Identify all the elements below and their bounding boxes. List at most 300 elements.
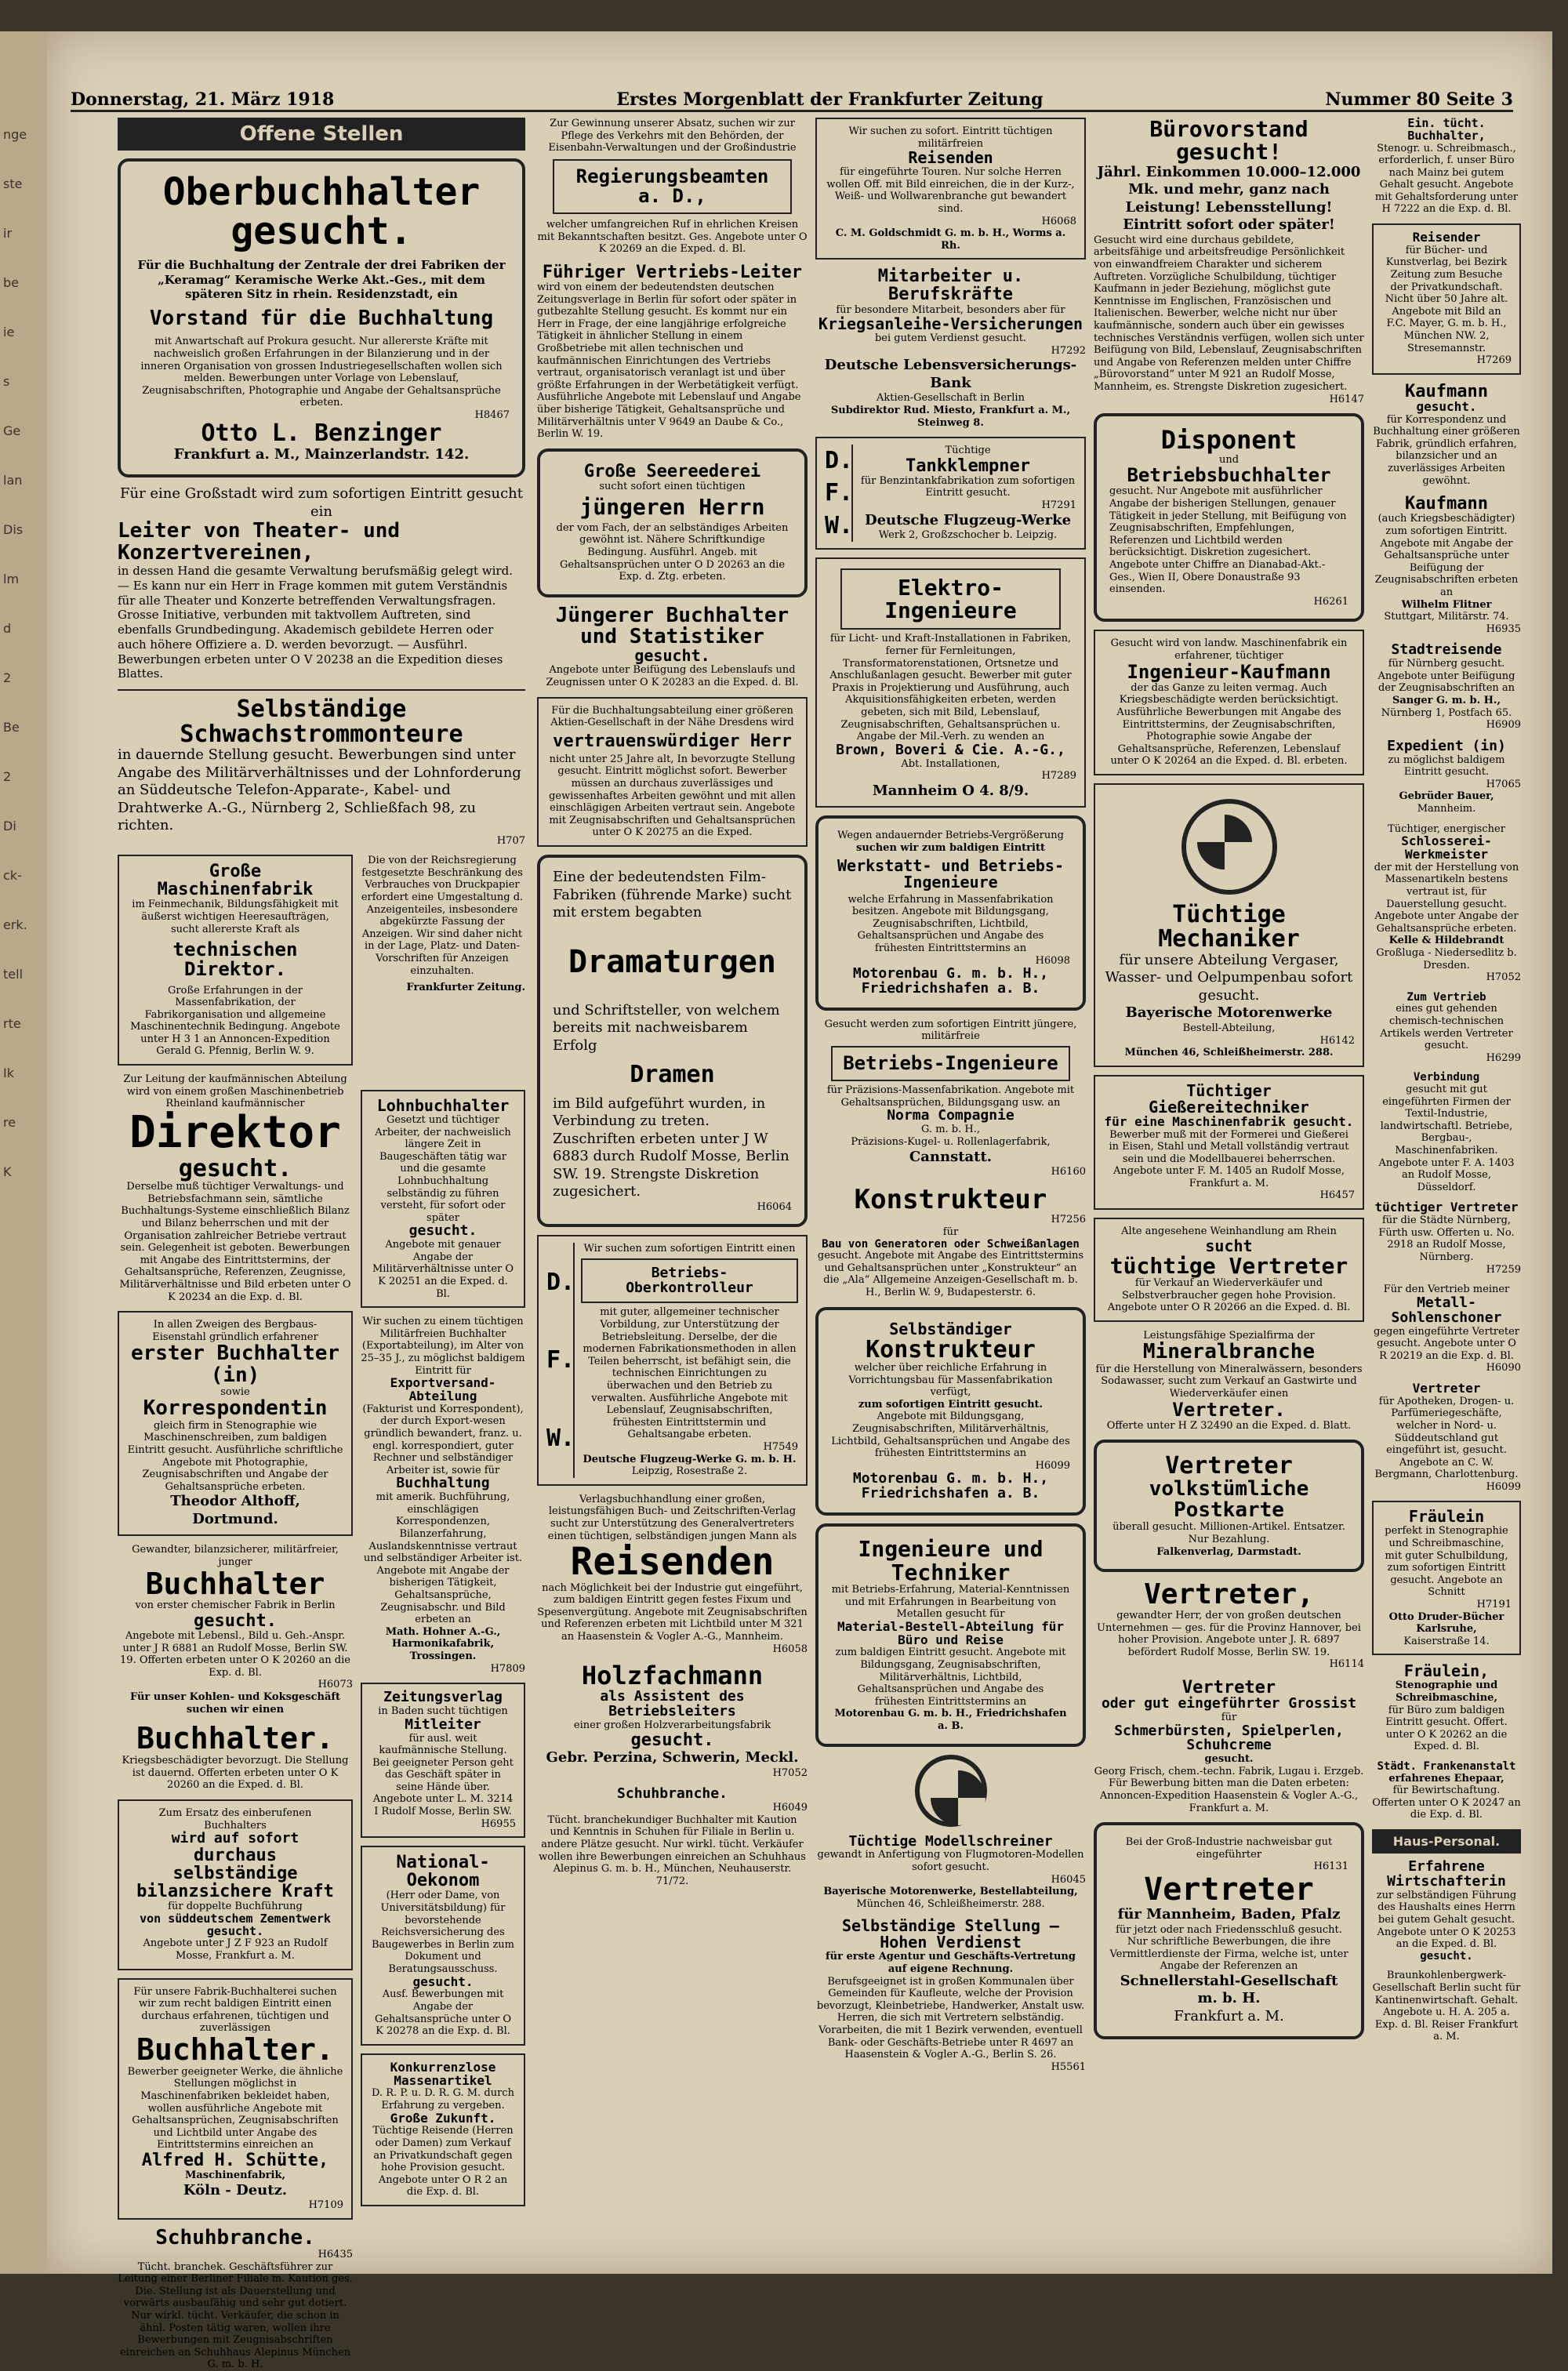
ad-firm: Otto Druder-Bücher Karlsruhe, (1388, 1610, 1504, 1636)
ad-oberkontrolleur (537, 1235, 808, 1486)
ad-title: Vertreter (1165, 1452, 1293, 1480)
ad-body: gewandter Herr, der von großen deutschen Unternehmen — ges. für die Provinz Hannover, bei hoher Provision. Angebote unter J. R. 6897 befördert Rudolf Mosse, Berlin SW. 19. (1097, 1609, 1361, 1658)
ad-code: H6457 (1319, 1189, 1355, 1202)
ad-schwachstrom (118, 697, 525, 847)
ad-body: Wir suchen zu einem tüchtigen Militärfreien Buchhalter (Exportabteilung), im Alter von 25–35 J., zu möglichst baldigem Eintritt für (361, 1316, 525, 1377)
edge-fragment: tell (3, 967, 24, 982)
ad-code: H6090 (1486, 1362, 1521, 1374)
ad-schnellerstahl (1094, 1822, 1364, 2039)
ad-f8 (1372, 992, 1521, 1065)
ad-f12 (1372, 1382, 1521, 1494)
ad-title: vertrauenswürdiger Herr (553, 731, 792, 751)
ad-title: National-Oekonom (396, 1853, 490, 1891)
ad-body: für Benzintankfabrikation zum sofortigen Eintritt gesucht. (860, 474, 1076, 499)
ad-tankklempner (815, 437, 1086, 550)
ad-title: Vertreter, (1144, 1578, 1314, 1611)
header-page-number: Nummer 80 Seite 3 (1325, 89, 1513, 110)
ad-text: In allen Zweigen des Bergbaus-Eisenstahl gründlich erfahrener (152, 1319, 318, 1343)
ad-title: Ingenieure und Techniker (858, 1536, 1044, 1585)
ad-text: Zur Leitung der kaufmännischen Abteilung wird von einem großen Maschinenbetrieb Rheinland kaufmännischer (123, 1073, 347, 1110)
ad-schuette (118, 1978, 353, 2220)
ad-code: H8467 (474, 408, 510, 421)
ad-text: Bei der Groß-Industrie nachweisbar gut eingeführter (1125, 1836, 1333, 1861)
ad-body: Große Erfahrungen in der Massenfabrikation, der Fabrikorganisation und allgemeine Maschinentechnik Bedingung. Angebote unter H 3 1 an Annoncen-Expedition Gerald G. Pfennig, Berlin W. 9. (130, 984, 340, 1058)
ad-firm: Schnellerstahl-Gesellschaft m. b. H. (1120, 1972, 1338, 2007)
ad-body: gleich firm in Stenographie wie Maschinenschreiben, zum baldigen Eintritt gesucht. Ausführliche schriftliche Angebote mit Photographie, Zeugnisabschriften und Angabe der Gehaltsansprüche erbeten. (127, 1419, 343, 1493)
edge-fragment: Ge (3, 423, 21, 438)
ad-body-2: zum baldigen Eintritt gesucht. Angebote mit Bildungsgang, Zeugnisabschriften, Militärverhältnis, Lichtbild, Gehaltsansprüchen und Angabe des frühesten Eintrittstermins an (835, 1647, 1066, 1708)
ad-code: H7289 (1041, 770, 1076, 782)
ad-title: Selbständige Schwachstrommonteure (180, 695, 463, 748)
ad-city: Werk 2, Großzschocher b. Leipzig. (878, 529, 1058, 542)
ad-subtitle: Stenographie und Schreibmaschine, (1395, 1679, 1498, 1704)
ad-title: Ingenieur-Kaufmann (1127, 660, 1331, 683)
ad-text: Für eine Großstadt wird zum sofortigen Eintritt gesucht ein (119, 485, 524, 520)
adjacent-page-edge (0, 31, 47, 2274)
ad-code: H6064 (757, 1200, 792, 1213)
ad-city: Leipzig, Rosestraße 2. (631, 1465, 748, 1478)
ad-body: bei gutem Verdienst gesucht. (874, 332, 1027, 345)
ad-body: für Bewirtschaftung. Offerten unter O K 20247 an die Exp. d. Bl. (1372, 1785, 1521, 1821)
ad-firm: Motorenbau G. m. b. H., Friedrichshafen a. B. (834, 1708, 1067, 1732)
ad-firm: Gebr. Perzina, Schwerin, Meckl. (546, 1749, 799, 1766)
column-3 (815, 118, 1086, 2282)
ad-text: Eine der bedeutendsten Film-Fabriken (führende Marke) sucht mit erstem begabten (553, 869, 792, 921)
ad-subtitle: gesucht. (194, 1611, 277, 1631)
ad-title: Führiger Vertriebs-Leiter (542, 262, 803, 282)
ad-body: mit amerik. Buchführung, einschlägigen Korrespondenzen, Bilanzerfahrung, Auslandskenntnisse vertraut und selbständiger Arbeiter ist. Angebote mit Angabe der bisherigen Tätigkeit, Gehaltsansprüche, Zeugnisabschr. und Bild erbeten an (363, 1491, 523, 1626)
edge-fragment: nge (3, 127, 27, 142)
ad-code: H6160 (1051, 1166, 1086, 1178)
ad-body: für Büro zum baldigen Eintritt gesucht. Offert. unter O K 20262 an die Exped. d. Bl. (1385, 1704, 1508, 1753)
edge-fragment: Dis (3, 522, 24, 537)
ad-subtitle: Material-Bestell-Abteilung für Büro und Reise (837, 1618, 1064, 1647)
ad-city: Nürnberg 1, Postfach 65. (1381, 706, 1512, 719)
ad-title: Buchhaltung (396, 1475, 490, 1492)
ad-body: der das Ganze zu leiten vermag. Auch Kriegsbeschädigte werden berücksichtigt. Ausführliche Bewerbungen mit Angabe des Eintrittstermins, der Zeugnisabschriften, Photographie sowie Angabe der Gehaltsansprüche, Referenzen, Lebenslauf unter O K 20264 an die Exped. d. Bl. erbeten. (1110, 681, 1348, 768)
ad-lohnbuchhalter (361, 1090, 525, 1308)
ad-title: Betriebs-Ingenieure (831, 1046, 1070, 1081)
edge-fragment: Be (3, 720, 20, 735)
ad-firm: Math. Hohner A.-G., Harmonikafabrik, Trossingen. (385, 1625, 501, 1662)
ad-title: sucht (1205, 1236, 1253, 1255)
notice-signature: Frankfurter Zeitung. (406, 982, 525, 994)
ad-code: H7549 (763, 1441, 798, 1454)
ad-subtitle: erfahrenes Ehepaar, (1388, 1772, 1504, 1785)
ad-firm-sub: Bestell-Abteilung, (1182, 1022, 1276, 1034)
ad-code: H7256 (1051, 1214, 1086, 1226)
edge-fragment: ie (3, 325, 15, 339)
ad-subtitle-2: Eintritt sofort oder später! (1123, 216, 1335, 234)
ad-title: Selbständiger (889, 1319, 1012, 1338)
ad-title: Leiter von Theater- und Konzertvereinen, (118, 519, 401, 565)
ad-code: H6099 (1035, 1459, 1070, 1472)
ad-body: und Schriftsteller, von welchem bereits mit nachweisbarem Erfolg (553, 1001, 780, 1054)
ad-holzfachmann (537, 1663, 808, 1779)
ad-city: München 46, Schleißheimerstr. 288. (856, 1897, 1045, 1910)
ad-code: H6058 (772, 1643, 808, 1655)
ad-title: Vertreter (1412, 1380, 1481, 1396)
ad-code: H6955 (481, 1817, 516, 1830)
ad-title: Schuhbranche. (155, 2225, 315, 2249)
ad-title: Zum Vertrieb (1406, 990, 1486, 1004)
edge-fragment: d (3, 621, 12, 636)
ad-city: München 46, Schleißheimerstr. 288. (1124, 1047, 1334, 1059)
ad-body-2: Angebote mit Bildungsgang, Zeugnisabschriften, Militärverhältnis, Lichtbild, Gehaltsansprüchen und Angabe des frühesten Eintrittstermins an (831, 1411, 1070, 1460)
ad-body: Gesucht wird eine durchaus gebildete, arbeitsfähige und arbeitsfreudige Persönlichkeit von einwandfreiem Charakter und sicherem Auftreten. Vorzügliche Schulbildung, tüchtiger Kaufmann in jeder Beziehung, möglichst gute Kenntnisse im Englischen, Französischen und Italienischen. Bewerber, welche nicht nur über kaufmännische, sondern auch über ein gewisses technisches Verständnis verfügen, wollen sich unter Beifügung von Bild, Lebenslauf, Zeugnisabschriften und Angabe von Referenzen melden unter Chiffre „Bürovorstand“ unter M 921 an Rudolf Mosse, Mannheim, es. Strengste Diskretion zugesichert. (1094, 234, 1364, 393)
ad-code: H6045 (1051, 1873, 1086, 1886)
dfw-logo: D. F. W. (825, 445, 853, 542)
ad-body: Tücht. branchek. Geschäftsführer zur Leitung einer Berliner Filiale m. Kaution ges. Die. Stellung ist als Dauerstellung und vorwärts ausbaufähig und sehr gut dotiert. Nur wirkl. tücht. Verkäufer, die schon in ähnl. Posten tätig waren, wollen ihre Bewerbungen mit Zeugnisabschriften einreichen an Schuhhaus Alepinus München G. m. b. H. (118, 2260, 353, 2371)
ad-title: tüchtiger Vertreter (1374, 1200, 1519, 1215)
header-date: Donnerstag, 21. März 1918 (71, 89, 335, 110)
ad-body: welcher umfangreichen Ruf in ehrlichen Kreisen mit Bekanntschaften besitzt. Ges. Angebote unter O K 20269 an die Exped. d. Bl. (537, 219, 808, 256)
ad-body-2: (Fakturist und Korrespondent), der durch Export-wesen gründlich bewandert, franz. u. engl. korrespondiert, guter Rechner und selbständiger Arbeiter ist, sowie für (362, 1403, 524, 1476)
ad-firm-2: Aktien-Gesellschaft in Berlin (877, 392, 1025, 405)
ad-ingenieur-kaufmann (1094, 630, 1364, 775)
ad-firm-sub: Maschinenfabrik, (184, 2169, 286, 2182)
ad-title: Schuhbranche. (617, 1785, 728, 1803)
ad-f2 (1372, 223, 1521, 375)
edge-fragment: lan (3, 473, 23, 488)
ad-text: Gesucht werden zum sofortigen Eintritt jüngere, militärfreie (824, 1018, 1077, 1043)
ad-body: gewandt in Anfertigung von Flugmotoren-Modellen sofort gesucht. (817, 1849, 1084, 1873)
ad-subtitle: Bau von Generatoren oder Schweißanlagen (822, 1237, 1080, 1251)
ad-title: erster Buchhalter (in) (130, 1342, 340, 1387)
ad-subtitle: als Assistent des Betriebsleiters (600, 1687, 745, 1719)
ad-text: Tüchtiger, energischer (1388, 822, 1505, 835)
ad-city: Cannstatt. (909, 1148, 993, 1165)
ad-body: für die Herstellung von Mineralwässern, besonders Sodawasser, sucht zum Verkauf an Gastwirte und Wiederverkäufer einen (1095, 1363, 1363, 1400)
ad-body: für Bücher- und Kunstverlag, bei Bezirk Zeitung zum Besuche der Privatkundschaft. Nicht über 50 Jahre alt. Angebote mit Bild an F.C. Mayer, G. m. b. H., München NW. 2, Stresemannstr. (1385, 244, 1508, 354)
ad-title: Jüngerer Buchhalter und Statistiker (555, 603, 789, 649)
ad-city: Friedrichshafen a. B. (861, 1485, 1040, 1502)
ad-title: Vertreter (1144, 1872, 1314, 1908)
row-split (118, 855, 525, 1073)
ad-f11 (1372, 1284, 1521, 1374)
ad-title: suchen wir zum baldigen Eintritt (856, 841, 1045, 854)
notice-papier (359, 855, 525, 1066)
ad-oberbuchhalter (118, 158, 525, 477)
ad-title: Große Seereederei (583, 461, 761, 481)
ad-subtitle: gesucht. (1420, 1949, 1473, 1963)
ad-title: Mineralbranche (1142, 1340, 1316, 1364)
ad-body: Bewerber muß mit der Formerei und Gießerei in Eisen, Stahl und Metall vollständig vertraut sein und die Modellbauerei beherrschen. Angebote unter F. M. 1405 an Rudolf Mosse, Frankfurt a. M. (1109, 1128, 1349, 1189)
ad-text: Leistungsfähige Spezialfirma der (1143, 1329, 1315, 1342)
column-2 (537, 118, 808, 2282)
ad-body: mit guter, allgemeiner technischer Vorbildung, zur Unterstützung der Betriebsleitung. Derselbe, der die modernen Fabrikationsmethoden in allen Teilen beherrscht, ist befähigt sein, die technischen Einrichtungen zu überwachen und den Betrieb zu verwalten. Ausführliche Angebote mit Lebenslauf, Zeugnisabschriften, frühesten Eintrittstermin und Gehaltsangabe erbeten. (583, 1306, 797, 1441)
ad-title: Verbindung (1413, 1071, 1480, 1084)
ad-mitarbeiter (815, 267, 1086, 429)
ad-body: für jetzt oder nach Friedensschluß gesucht. Nur schriftliche Bewerbungen, die ihre Vermittlerdienste der Firma, welche ist, unter Angabe der Referenzen an (1109, 1923, 1348, 1973)
ad-title: Vertreter (1181, 1677, 1276, 1697)
ad-code: H6099 (1486, 1480, 1521, 1493)
ad-code: H7269 (1476, 354, 1512, 367)
ad-vertrauenswuerdig (537, 697, 808, 847)
ad-body: für Apotheken, Drogen- u. Parfümeriegeschäfte, welcher in Nord- u. Süddeutschland gut eingeführt ist, gesucht. Angebote an C. W. Bergmann, Charlottenburg. (1374, 1395, 1519, 1481)
ad-exportversand (361, 1316, 525, 1675)
ad-city: Kaiserstraße 14. (1403, 1635, 1490, 1647)
ad-f9 (1372, 1072, 1521, 1193)
edge-fragment: 2 (3, 769, 12, 784)
page-header (71, 78, 1513, 112)
ad-text: Verlagsbuchhandlung einer großen, leistungsfähigen Buch- und Zeitschriften-Verlag sucht zur Unterstützung des Generalvertreters einen tüchtigen, selbständigen jungen Mann als (547, 1493, 797, 1542)
ad-title: Lohnbuchhalter (376, 1096, 510, 1115)
ad-code: H6261 (1313, 595, 1348, 608)
ad-firm: Motorenbau G. m. b. H., (852, 1470, 1049, 1487)
ad-ingenieure-techniker (815, 1523, 1086, 1746)
edge-fragment: be (3, 275, 19, 290)
ad-modellschreiner (815, 1755, 1086, 1911)
ad-body: eines gut gehenden chemisch-technischen Artikels werden Vertreter gesucht. (1380, 1003, 1513, 1052)
ad-text: sucht sofort einen tüchtigen (599, 480, 746, 492)
edge-fragment: erk. (3, 917, 27, 932)
ad-subtitle: gesucht. (634, 646, 710, 666)
ad-body: Angebote unter Beifügung des Lebenslaufs und Zeugnissen unter O K 20283 an die Exped. d. Bl. (546, 664, 799, 688)
ad-f7 (1372, 823, 1521, 984)
divider (118, 689, 525, 691)
ad-elektro-ingenieure (815, 557, 1086, 808)
ad-maschinenfabrik (118, 855, 353, 1066)
ad-text: einer großen Holzverarbeitungsfabrik (573, 1719, 771, 1731)
ad-body: für eingeführte Touren. Nur solche Herren wollen Off. mit Bild einreichen, die in der Kurz-, Weiß- und Wollwarenbranche gut bewandert sind. (826, 166, 1075, 215)
ad-code: H7065 (1486, 778, 1521, 790)
ad-body: nach Möglichkeit bei der Industrie gut eingeführt, zum baldigen Eintritt gegen festes Fixum und Spesenvergütung. Angebote mit Zeugnisabschriften und Referenzen erbeten mit Lichtbild unter M 321 an Haasenstein & Vogler A.-G., Mannheim. (537, 1581, 808, 1643)
ad-line-1: wird auf sofort (171, 1830, 299, 1847)
ad-schuhbranche-2 (537, 1787, 808, 1887)
ad-line-5: von süddeutschem Zementwerk gesucht. (140, 1911, 331, 1938)
ad-body: in Baden sucht tüchtigen (378, 1705, 508, 1718)
ad-body: gesucht. Nur Angebote mit ausführlicher Angabe der bisherigen Stellungen, genauer Tätigkeit in jeder Stellung, mit Beifügung von Zeugnisabschriften, Empfehlungen, Referenzen und Lichtbild werden berücksichtigt. Diskretion zugesichert. Angebote unter Chiffre an Dianabad-Akt.-Ges., Wien II, Obere Donaustraße 93 einsenden. (1109, 485, 1347, 596)
ad-reisenden (537, 1494, 808, 1655)
ad-title: Bürovorstand gesucht! (1149, 116, 1308, 165)
ad-firm: Theodor Althoff, Dortmund. (170, 1493, 300, 1527)
ad-firm: Falkenverlag, Darmstadt. (1156, 1545, 1301, 1558)
ad-betriebs-ingenieure (815, 1018, 1086, 1178)
ad-subtitle: für Mannheim, Baden, Pfalz (1117, 1906, 1341, 1923)
bmw-logo (1181, 799, 1277, 895)
ad-city: Frankfurt a. M. (1174, 2007, 1284, 2024)
edge-fragment: ste (3, 176, 23, 191)
ad-selbst-konstrukteur (815, 1307, 1086, 1516)
ad-firm: Sanger G. m. b. H., (1392, 694, 1501, 706)
ad-firm: Deutsche Flugzeug-Werke (864, 511, 1072, 528)
ad-title: Reisenden (570, 1540, 775, 1585)
ad-firm-2: Präzisions-Kugel- u. Rollenlagerfabrik, (851, 1135, 1051, 1148)
ad-buchhalter-kohlen (118, 1723, 353, 1792)
ad-firm: Bayerische Motorenwerke, Bestellabteilung, (823, 1886, 1078, 1898)
ad-subtitle: Betriebsbuchhalter (1127, 464, 1331, 487)
ad-code: H6068 (1041, 215, 1076, 227)
ad-body: für die Städte Nürnberg, Fürth usw. Offerten u. No. 2918 an Rudolf Mosse, Nürnberg. (1378, 1215, 1515, 1263)
ad-zementwerk (118, 1799, 353, 1970)
ad-f13 (1372, 1501, 1521, 1655)
ad-text: Alte angesehene Weinhandlung am Rhein (1121, 1225, 1337, 1238)
ad-line-4: für doppelte Buchführung (168, 1901, 303, 1913)
ad-title: Zeitungsverlag (383, 1689, 503, 1706)
ad-title: Ein. tücht. Buchhalter, (1407, 116, 1486, 143)
ad-text: Zum Ersatz des einberufenen Buchhalters (158, 1806, 312, 1832)
ad-title: Buchhalter. (136, 1721, 334, 1756)
ad-firm: Gebrüder Bauer, (1399, 790, 1494, 803)
ad-text: im Feinmechanik, Bildungsfähigkeit mit äußerst wichtigen Heeresaufträgen, sucht allererste Kraft als (132, 899, 339, 935)
ad-body: für Nürnberg gesucht. Angebote unter Beifügung der Zeugnisabschriften an (1377, 658, 1515, 695)
ad-body: der mit der Herstellung von Massenartikeln bestens vertraut ist, für Dauerstellung gesucht. Angebote unter Angabe der Gehaltsansprüche erbeten. (1374, 861, 1519, 935)
ad-code: H7809 (490, 1662, 525, 1675)
ad-vertreter-hannover (1094, 1580, 1364, 1671)
ad-subtitle: Mitleiter (405, 1716, 481, 1733)
ad-title: Buchhalter (145, 1566, 325, 1601)
ad-title-frame (553, 159, 792, 214)
ad-firm: Otto L. Benzinger (201, 419, 442, 448)
ad-body: D. R. P. u. D. R. G. M. durch Erfahrung zu vergeben. (372, 2087, 514, 2111)
ad-text: Für den Vertrieb meiner (1383, 1284, 1510, 1296)
ad-body: zur selbständigen Führung des Haushalts eines Herrn bei gutem Gehalt gesucht. Angebote unter O K 20253 an die Exped. d. Bl. (1376, 1889, 1517, 1951)
ad-title: Holzfachmann (581, 1661, 764, 1691)
ad-code: H707 (496, 834, 525, 847)
ad-text: Gesucht wird von landw. Maschinenfabrik ein erfahrener, tüchtiger (1110, 637, 1348, 662)
ad-title: Elektro-Ingenieure (840, 568, 1061, 630)
ad-code: H6147 (1329, 393, 1364, 405)
ad-body: für Licht- und Kraft-Installationen in Fabriken, ferner für Fernleitungen, Transformatorenstationen, Ortsnetze und Anschlußanlagen gesucht. Bewerber mit guter Praxis in Projektierung und Ausführung, auch Akquisitionsfähigkeiten erbeten, werden gebeten, sich mit Bild, Lebenslauf, Zeugnisabschriften, Gehaltsansprüchen u. Angabe der Mil.-Verh. zu wenden an (829, 633, 1072, 743)
ad-body: für Verkauf an Wiederverkäufer und Selbstverbraucher gegen hohe Provision. Angebote unter O R 20266 an die Exped. d. Bl. (1107, 1277, 1351, 1314)
ad-director: Subdirektor Rud. Miesto, Frankfurt a. M., Steinweg 8. (830, 404, 1071, 429)
ad-title: Tankklempner (906, 456, 1030, 476)
column-4 (1094, 118, 1364, 2282)
ad-f1 (1372, 118, 1521, 216)
ad-body: in dauernde Stellung gesucht. Bewerbungen sind unter Angabe des Militärverhältnisses und der Lohnforderung an Süddeutsche Telefon-Apparate-, Kabel- und Drahtwerke A.-G., Nürnberg 2, Schließfach 98, zu richten. (118, 746, 521, 834)
ad-title: Konstrukteur (854, 1183, 1047, 1215)
ad-mechaniker (1094, 783, 1364, 1067)
ad-subtitle-2: zum sofortigen Eintritt gesucht. (858, 1398, 1044, 1411)
ad-body: für Präzisions-Massenfabrikation. Angebote mit Gehaltsansprüchen, Bildungsgang usw. an (826, 1084, 1075, 1109)
ad-body: mit Betriebs-Erfahrung, Material-Kenntnissen und mit Erfahrungen in Bearbeitung von Metallen gesucht für (831, 1583, 1070, 1621)
ad-weinhandlung (1094, 1218, 1364, 1322)
ad-text: für besondere Mitarbeit, besonders aber für (836, 303, 1065, 316)
ad-firm: Deutsche Lebensversicherungs-Bank (824, 357, 1077, 391)
ad-body: Stenogr. u. Schreibmasch., erforderlich, f. unser Büro nach Mainz bei gutem Gehalt gesucht. Angebote mit Gehaltsforderung unter H 7222 an die Exp. d. Bl. (1374, 142, 1519, 216)
ad-buchhalter-chem (118, 1544, 353, 1716)
ad-code: H7259 (1486, 1263, 1521, 1276)
ad-firm: Wilhelm Flitner (1401, 598, 1492, 611)
ad-firm: Motorenbau G. m. b. H., (852, 965, 1049, 982)
ad-firm-sub: Abt. Installationen, (901, 757, 1000, 770)
ad-code: H7052 (772, 1766, 808, 1779)
ad-body: Angebote mit Lebensl., Bild u. Geh.-Anspr. unter J R 6881 an Rudolf Mosse, Berlin SW. 19. Offerten erbeten unter O K 20260 an die Exp. d. Bl. (120, 1630, 350, 1679)
ad-city: Großluga - Niedersedlitz b. Dresden. (1376, 946, 1517, 971)
ad-subtitle: Exportversand-Abteilung (390, 1375, 496, 1403)
ad-firm: Deutsche Flugzeug-Werke G. m. b. H. (583, 1453, 797, 1465)
ad-code: H6142 (1319, 1034, 1355, 1047)
ad-subtitle: Große Zukunft. (390, 2110, 496, 2126)
ad-line-3: bilanzsichere Kraft (136, 1882, 334, 1902)
ad-code: H6935 (1486, 623, 1521, 635)
ad-title: Kaufmann (1405, 494, 1488, 514)
ad-text: für (942, 1225, 959, 1238)
dfw-logo: D. F. W. (546, 1243, 575, 1478)
ad-giessereitechniker (1094, 1075, 1364, 1210)
ad-massenartikel (361, 2053, 525, 2206)
ad-body: nicht unter 25 Jahre alt, In bevorzugte Stellung gesucht. Eintritt möglichst sofort. Bewerber müssen an durchaus zuverlässiges und gewissenhaftes Arbeiten gewöhnt und mit allen einschlägigen Arbeiten vertraut sein. Angebote mit Zeugnisabschriften und Gehaltsansprüchen unter O K 20275 an die Exped. (549, 753, 796, 839)
section-banner: Offene Stellen (118, 118, 525, 151)
ad-city: Köln - Deutz. (183, 2181, 288, 2199)
column-5 (1372, 118, 1521, 2282)
ad-subtitle-3: gesucht. (1204, 1753, 1254, 1766)
ad-title: Regierungsbeamten a. D., (575, 165, 769, 207)
ad-reisenden-worms (815, 118, 1086, 260)
ad-text: Wegen andauernder Betriebs-Vergrößerung (837, 830, 1064, 842)
edge-fragment: 2 (3, 670, 12, 685)
ad-subtitle: Dramen (630, 1061, 715, 1089)
ad-city: Friedrichshafen a. B. (861, 980, 1040, 997)
ad-subtitle: gesucht. (178, 1154, 292, 1182)
ad-body-2: für ausl. weit kaufmännische Stellung. Bei geeigneter Person geht das Geschäft später in seine Hände über. Angebote unter L. M. 3214 I Rudolf Mosse, Berlin SW. (372, 1732, 514, 1818)
ad-f3 (1372, 383, 1521, 487)
ad-title: Städt. Frankenanstalt (1377, 1759, 1516, 1773)
ad-text: Gewandter, bilanzsicherer, militärfreier, junger (132, 1544, 339, 1568)
ad-text: Wir suchen zum sofortigen Eintritt einen (583, 1243, 796, 1255)
ad-title: Direktor (129, 1106, 341, 1158)
ad-buerovorstand (1094, 118, 1364, 405)
ad-text: Für die Buchhaltungsabteilung einer größeren Aktien-Gesellschaft in der Nähe Dresdens wird (550, 704, 794, 729)
ad-title: Fräulein (1408, 1507, 1485, 1527)
ad-code: H6073 (318, 1679, 353, 1691)
ad-title: Kaufmann (1405, 381, 1488, 401)
ad-city: Stuttgart, Militärstr. 74. (1384, 611, 1509, 623)
ad-text: für (1221, 1711, 1237, 1723)
edge-fragment: ir (3, 226, 13, 241)
ad-statistiker (537, 605, 808, 689)
ad-body: in dessen Hand die gesamte Verwaltung berufsmäßig gelegt wird. — Es kann nur ein Herr in Frage kommen mit gutem Verständnis für alle Theater und Konzerte betreffenden Verwaltungsfragen. Grosse Initiative, verbunden mit taktvollem Auftreten, sind ebenfalls Grundbedingung. Akademisch gebildete Herren oder auch höhere Offiziere a. D. werden bevorzugt. — Ausführl. Bewerbungen erbeten unter O V 20238 an die Expedition dieses Blattes. (118, 564, 513, 681)
ad-theater-leiter (118, 485, 525, 681)
ad-code: H7052 (1486, 971, 1521, 984)
ad-title: Erfahrene Wirtschafterin (1387, 1858, 1506, 1890)
ad-body: mit Anwartschaft auf Prokura gesucht. Nur allererste Kräfte mit nachweislich großen Erfahrungen in der Bilanzierung und in der inneren Organisation von grossen Industriegesellschaften wollen sich melden. Bewerbungen unter Vorlage von Lebenslauf, Zeugnisabschriften, Photographie und Angabe der Gehaltsansprüche erbeten. (140, 336, 503, 409)
ad-text: Zur Gewinnung unserer Absatz, suchen wir zur Pflege des Verkehrs mit den Behörden, der Eisenbahn-Verwaltungen und der Großindustrie (548, 118, 797, 154)
ad-city: Mannheim O 4. 8/9. (872, 782, 1029, 799)
ad-title: Metall-Sohlenschoner (1391, 1294, 1502, 1326)
ad-disponent (1094, 413, 1364, 622)
ad-text: Wir suchen zu sofort. Eintritt tüchtigen militärfreien (848, 125, 1053, 150)
ad-body: Bewerber geeigneter Werke, die ähnliche Stellungen möglichst in Maschinenfabriken bekleidet haben, wollen ausführliche Angebote mit Gehaltsansprüchen, Zeugnisabschriften und Lichtbild unter Angabe des Eintrittstermins einreichen an (127, 2065, 343, 2151)
ad-text: Tüchtige (945, 445, 991, 457)
ad-body-2: Für unser Kohlen- und Koksgeschäft suchen wir einen (129, 1691, 340, 1716)
ad-title: Buchhalter. (136, 2032, 334, 2067)
section-banner-haus: Haus-Personal. (1372, 1829, 1521, 1854)
ad-f15 (1372, 1761, 1521, 1821)
ad-body-2: Angebote mit genauer Angabe der Militärverhältnisse unter O K 20251 an die Exped. d. Bl. (372, 1239, 514, 1300)
ad-subtitle: tüchtige Vertreter (1109, 1252, 1348, 1279)
ad-title-2: Korrespondentin (143, 1396, 328, 1421)
header-masthead: Erstes Morgenblatt der Frankfurter Zeitung (616, 89, 1044, 110)
ad-subtitle: Vertreter. (1172, 1398, 1286, 1421)
column-1b (361, 1090, 525, 2282)
ad-selbst-stellung (815, 1918, 1086, 2073)
edge-fragment: s (3, 374, 10, 389)
ad-f6 (1372, 739, 1521, 815)
ad-konstrukteur (815, 1183, 1086, 1299)
ad-vertriebsleiter (537, 263, 808, 441)
ad-subtitle: jüngeren Herrn (579, 494, 765, 521)
ad-firm: Alfred H. Schütte, (141, 2150, 329, 2170)
edge-fragment: re (3, 1115, 16, 1130)
ad-title: Schlosserei-Werkmeister (1401, 833, 1492, 862)
ad-code: H5561 (1051, 2061, 1086, 2073)
ad-firm-sub: G. m. b. H., (921, 1124, 980, 1136)
ad-seereederei (537, 448, 808, 597)
ad-code: H7191 (1476, 1599, 1512, 1611)
notice-text: Die von der Reichsregierung festgesetzte Beschränkung des Verbrauches von Druckpapier erfordert eine Umgestaltung d. Anzeigenteiles, insbesondere abgekürzte Fassung der Anzeigen. Wir sind daher nicht in der Lage, Platz- und Daten-Vorschriften für Anzeigen einzuhalten. (361, 855, 524, 977)
